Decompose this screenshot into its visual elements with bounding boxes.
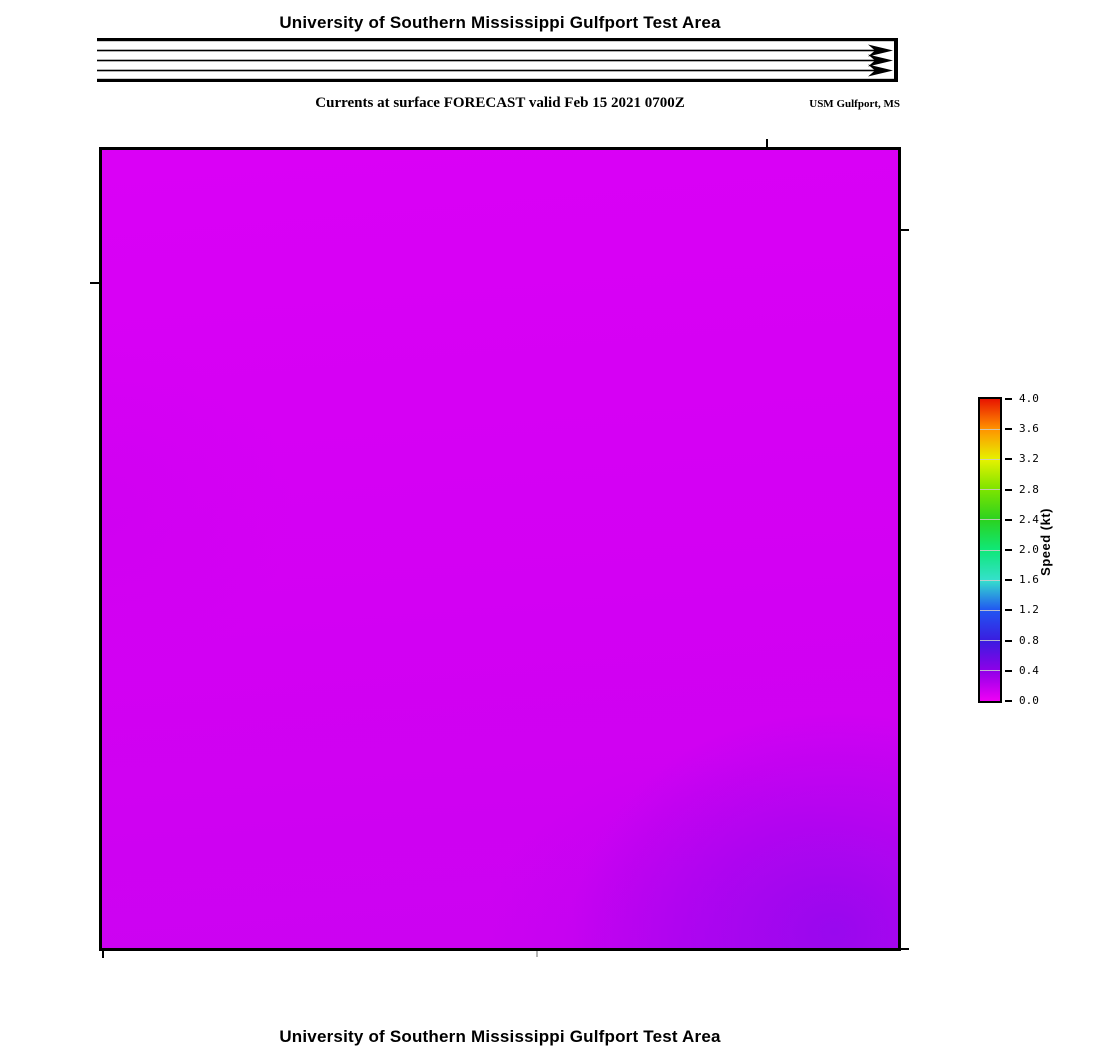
colorbar-tick <box>1005 549 1012 551</box>
colorbar-tick-label: 4.0 <box>1019 392 1039 405</box>
map-axis-tick <box>901 948 909 950</box>
colorbar-tick-label: 3.6 <box>1019 422 1039 436</box>
colorbar-tick <box>1005 670 1012 672</box>
colorbar-gridline <box>980 610 1000 611</box>
colorbar-tick <box>1005 489 1012 491</box>
map-axis-tick <box>901 229 909 231</box>
colorbar-tick <box>1005 700 1012 702</box>
current-arrows-banner <box>97 38 898 82</box>
station-label: USM Gulfport, MS <box>809 98 900 110</box>
colorbar-tick-label: 2.0 <box>1019 543 1039 556</box>
colorbar-tick <box>1005 458 1012 460</box>
map-axis-tick <box>102 951 104 958</box>
map-axis-tick <box>90 282 99 284</box>
colorbar-gridline <box>980 459 1000 460</box>
colorbar-gridline <box>980 670 1000 671</box>
banner-line <box>97 60 881 62</box>
colorbar-tick-label: 2.8 <box>1019 482 1039 496</box>
banner-top-border <box>97 38 898 41</box>
colorbar-gridline <box>980 640 1000 641</box>
colorbar-tick-label: 1.6 <box>1019 573 1039 587</box>
map-axis-tick <box>536 951 538 957</box>
colorbar-tick-label: 2.4 <box>1019 512 1039 526</box>
colorbar-gridline <box>980 550 1000 551</box>
page-title: University of Southern Mississippi Gulfport Test Area <box>279 13 721 32</box>
colorbar-tick <box>1005 640 1012 642</box>
banner-right-border <box>894 38 898 82</box>
colorbar-gridline <box>980 580 1000 581</box>
colorbar-gridline <box>980 519 1000 520</box>
colorbar-tick <box>1005 609 1012 611</box>
colorbar-tick-label: 0.0 <box>1019 694 1039 707</box>
colorbar-axis-label: Speed (kt) <box>1038 508 1053 576</box>
colorbar-tick <box>1005 579 1012 581</box>
colorbar-tick-label: 1.2 <box>1019 603 1039 617</box>
current-speed-heatmap <box>99 147 901 951</box>
colorbar-tick-label: 0.8 <box>1019 633 1039 647</box>
colorbar-tick <box>1005 519 1012 521</box>
page-title-footer: University of Southern Mississippi Gulfport Test Area <box>279 1027 721 1046</box>
colorbar-gridline <box>980 429 1000 430</box>
map-axis-tick <box>766 139 768 147</box>
colorbar-tick <box>1005 428 1012 430</box>
colorbar-tick <box>1005 398 1012 400</box>
banner-line <box>97 70 881 72</box>
colorbar-gridline <box>980 489 1000 490</box>
banner-line <box>97 50 881 52</box>
banner-bottom-border <box>97 79 898 82</box>
colorbar-tick-label: 3.2 <box>1019 452 1039 466</box>
forecast-subtitle: Currents at surface FORECAST valid Feb 15 2021 0700Z <box>315 95 685 111</box>
colorbar-tick-label: 0.4 <box>1019 663 1039 677</box>
colorbar-gradient <box>978 397 1002 703</box>
